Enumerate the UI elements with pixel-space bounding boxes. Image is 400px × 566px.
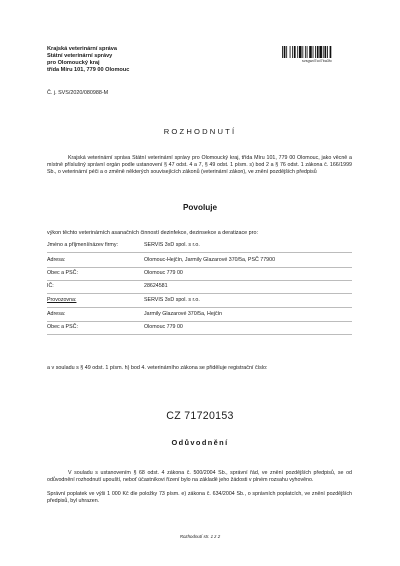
barcode-bar [292,46,293,58]
premises-city-row [47,322,352,333]
entity-city-label: Obec a PSČ: [47,270,78,276]
barcode-bar [305,46,306,58]
barcode-bar [297,46,298,58]
document-title: ROZHODNUTÍ [163,127,237,136]
authority-name: Krajská veterinární správa [47,46,117,52]
premises-address-label: Adresa: [47,311,66,317]
barcode [282,46,352,63]
intro-paragraph: Krajská veterinární správa Státní veterinární správy pro Olomoucký kraj, třída Míru 101, 779 00 Olomouc, jako věcně a místně příslušný správní orgán podle ustanovení § 47 odst. 4 a 7, § 49 odst. 1 písm. s) bod 2 a § 76 odst. 1 zákona č. 166/1999 Sb., o veterinární péči a o změně některých souvisejících zákonů (veterinární zákon), ve znění pozdějších předpisů [47,155,352,175]
barcode-graphic [282,46,352,58]
barcode-bar [325,46,327,58]
premises-name-row [47,295,352,306]
divider [47,293,352,294]
fee-paragraph: Správní poplatek ve výši 1 000 Kč dle položky 73 písm. e) zákona č. 634/2004 Sb., o správních poplatcích, ve znění pozdějších předpisů, byl uhrazen. [47,491,352,504]
barcode-bar [319,46,322,58]
entity-address-value: Olomouc-Hejčín, Jarmily Glazarové 370/5a, PSČ 77900 [144,257,276,263]
barcode-bar [284,46,286,58]
barcode-bar [286,46,287,58]
entity-address-label: Adresa: [47,257,66,263]
premises-address-value: Jarmily Glazarové 370/5a, Hejčín [144,311,223,317]
barcode-bar [290,46,291,58]
entity-ic-row [47,281,352,292]
entity-city-value: Olomouc 779 00 [144,270,183,276]
barcode-bar [302,46,303,58]
premises-address-row [47,309,352,320]
barcode-bar [282,46,283,58]
entity-ic-value: 28624581 [144,283,168,289]
barcode-bar [323,46,324,58]
entity-name-value: SERVIS 3xD spol. s r.o. [144,242,200,248]
barcode-bar [327,46,328,58]
barcode-bar [313,46,314,58]
authority-subname: Státní veterinární správy [47,53,113,59]
divider [47,252,352,253]
entity-city-row [47,268,352,279]
entity-name-row [47,240,352,251]
entity-name-label: Jméno a příjmení/název firmy: [47,242,118,248]
authority-address: třída Míru 101, 779 00 Olomouc [47,67,130,73]
page-footer: Rozhodnutí str. 1 z 2 [179,534,221,539]
premises-city-value: Olomouc 779 00 [144,324,183,330]
barcode-bar [315,46,316,58]
barcode-bar [309,46,312,58]
barcode-bar [307,46,308,58]
decision-heading: Povoluje [182,203,218,212]
registration-text: a v souladu s § 49 odst. 1 písm. h) bod 4. veterinárního zákona se přiděluje registrační číslo: [47,365,268,371]
justification-paragraph: V souladu s ustanovením § 68 odst. 4 zákona č. 500/2004 Sb., správní řád, ve znění pozdějších předpisů, se od odůvodnění rozhodnutí upouští, neboť účastníkovi řízení bylo na základě jeho žádosti v plném rozsahu vyhověno. [47,470,352,483]
entity-ic-label: IČ: [47,283,54,289]
registration-number: CZ 71720153 [166,410,234,422]
authority-region: pro Olomoucký kraj [47,60,100,66]
barcode-bar [294,46,296,58]
barcode-bar [299,46,302,58]
premises-label: Provozovna: [47,297,77,303]
barcode-code: svsgwd7cd7ba3fc [301,59,333,63]
activity-text: výkon těchto veterinárních asanačních činností dezinfekce, dezinsekce a deratizace pro: [47,230,258,236]
reference-number: Č. j. SVS/2020/080988-M [47,90,109,96]
justification-heading: Odůvodnění [171,438,229,447]
entity-address-row [47,255,352,266]
premises-city-label: Obec a PSČ: [47,324,78,330]
divider [47,307,352,308]
barcode-bar [317,46,319,58]
premises-name-value: SERVIS 3xD spol. s r.o. [144,297,200,303]
barcode-bar [330,46,332,58]
divider [47,334,352,335]
